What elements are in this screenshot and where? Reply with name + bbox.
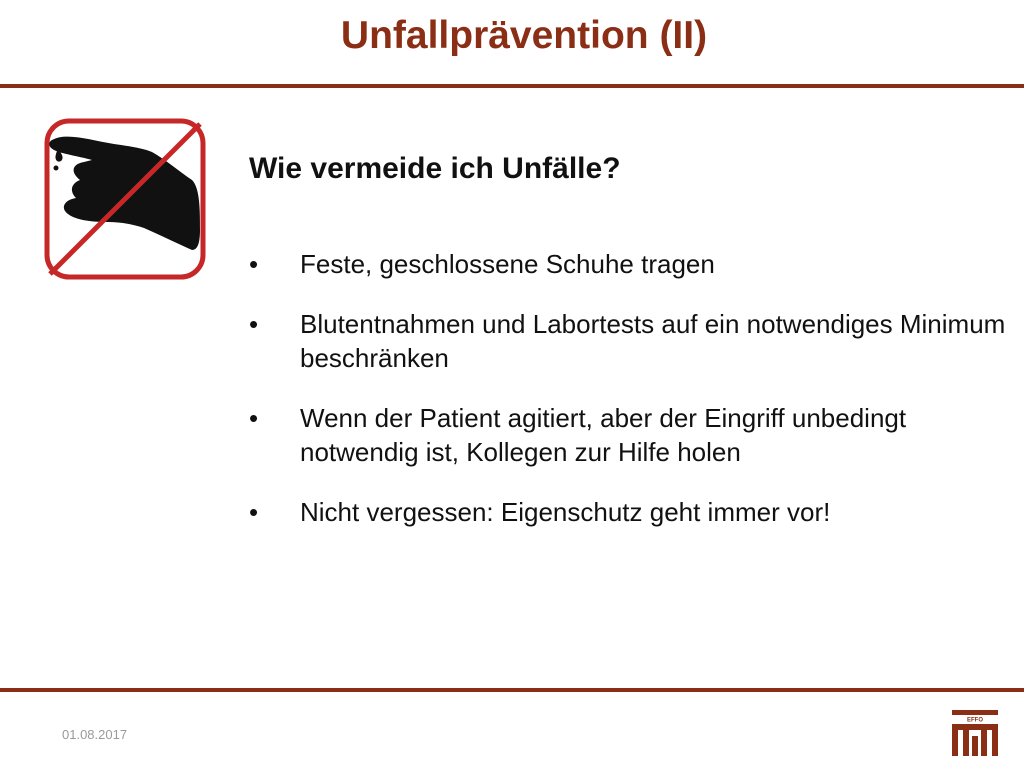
bullet-list [249,247,1009,555]
no-blood-hand-icon [44,118,206,280]
bullet-marker: • [249,497,259,527]
bullet-text: Wenn der Patient agitiert, aber der Eingriff unbedingt notwendig ist, Kollegen zur Hilfe holen [300,403,907,467]
slide-title: Unfallprävention (II) [340,14,708,57]
effo-logo-icon [950,708,1000,758]
list-item [249,307,1009,375]
footer-divider [0,688,1024,692]
title-divider [0,84,1024,88]
list-item [249,401,1009,469]
subheading: Wie vermeide ich Unfälle? [249,152,621,185]
svg-text:EFFO: EFFO [967,717,983,724]
bullet-marker: • [249,309,259,339]
list-item [249,247,1009,281]
footer-date: 01.08.2017 [62,727,128,742]
bullet-marker: • [249,403,259,433]
bullet-text: Blutentnahmen und Labortests auf ein notwendiges Minimum beschränken [300,309,1006,373]
list-item [249,495,1009,529]
bullet-marker: • [249,249,259,279]
bullet-text: Nicht vergessen: Eigenschutz geht immer vor! [300,497,831,527]
bullet-text: Feste, geschlossene Schuhe tragen [300,249,715,279]
